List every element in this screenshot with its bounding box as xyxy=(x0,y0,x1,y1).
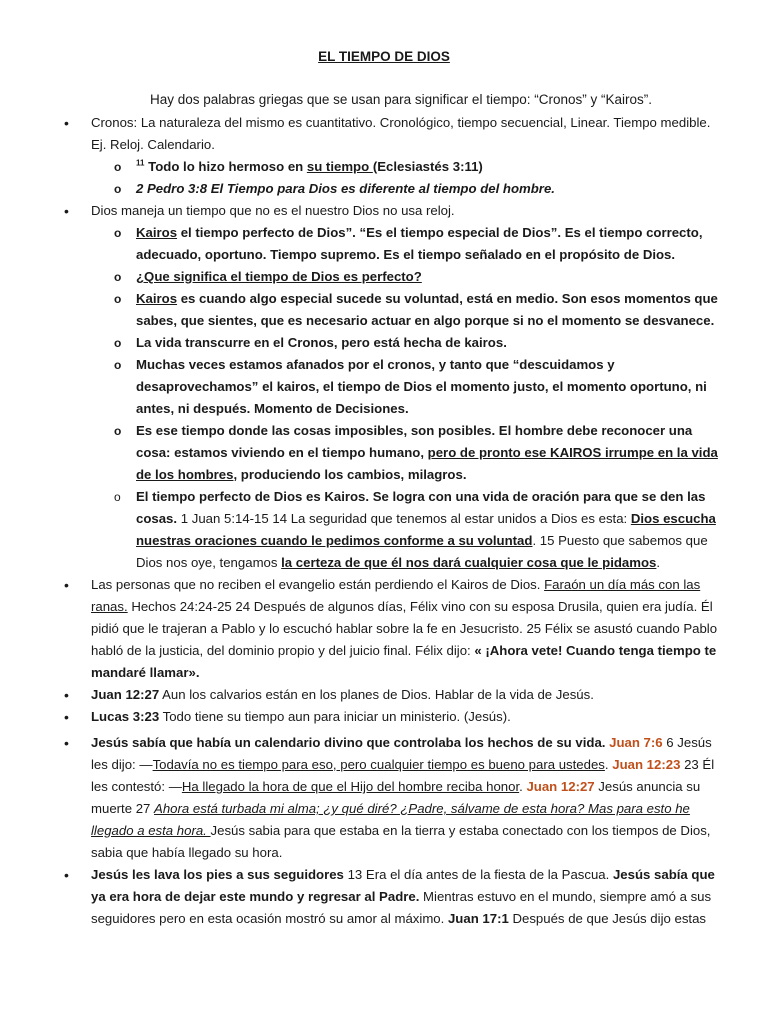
bullet-juan-12-27: • Juan 12:27 Aun los calvarios están en los planes de Dios. Hablar de la vida de Jesús. xyxy=(64,684,724,706)
circle-bullet-icon: o xyxy=(114,490,121,504)
bullet-calendario: • Jesús sabía que había un calendario divino que controlaba los hechos de su vida. Juan 7:6 6 Jesús les dijo: —Todavía no es tiempo para eso, pero cualquier tiempo es bueno para ustedes. Juan 12:23 23 Él les contestó: —Ha llegado la hora de que el Hijo del hombre reciba honor. Juan 12:27 Jesús anuncia su muerte 27 Ahora está turbada mi alma; ¿y qué diré? ¿Padre, sálvame de esta hora? Mas para esto he llegado a esta hora. Jesús sabia para que estaba en la tierra y estaba conectado con los tiempos de Dios, sabia que había llegado su hora. xyxy=(64,732,724,864)
circle-bullet-icon: o xyxy=(114,336,122,350)
sub-bullet-vida: o La vida transcurre en el Cronos, pero está hecha de kairos. xyxy=(64,332,724,354)
bullet-icon: • xyxy=(64,687,69,703)
bullet-icon: • xyxy=(64,203,69,219)
bullet-personas: • Las personas que no reciben el evangelio están perdiendo el Kairos de Dios. Faraón un día más con las ranas. Hechos 24:24-25 24 Después de algunos días, Félix vino con su esposa Drusila, quien era judía. Él pidió que le trajeran a Pablo y lo escuchó hablar sobre la fe en Jesucristo. 25 Félix se asustó cuando Pablo habló de la justicia, del dominio propio y del juicio final. Félix dijo: « ¡Ahora vete! Cuando tenga tiempo te mandaré llamar». xyxy=(64,574,724,684)
sub-bullet-question: o ¿Que significa el tiempo de Dios es perfecto? xyxy=(64,266,724,288)
intro-paragraph: Hay dos palabras griegas que se usan para significar el tiempo: “Cronos” y “Kairos”. xyxy=(150,92,652,107)
circle-bullet-icon: o xyxy=(114,270,122,284)
bullet-icon: • xyxy=(64,867,69,883)
sub-bullet-2pedro: o 2 Pedro 3:8 El Tiempo para Dios es diferente al tiempo del hombre. xyxy=(64,178,724,200)
bullet-icon: • xyxy=(64,577,69,593)
bullet-dios: • Dios maneja un tiempo que no es el nuestro Dios no usa reloj. xyxy=(64,200,724,222)
cronos-text: Cronos: La naturaleza del mismo es cuantitativo. Cronológico, tiempo secuencial, Linear. Tiempo medible. Ej. Reloj. Calendario. xyxy=(91,115,711,152)
sub-bullet-afanados: o Muchas veces estamos afanados por el cronos, y tanto que “descuidamos y desaprovechamos” el kairos, el tiempo de Dios el momento justo, el momento oportuno, ni antes, ni después. Momento de Decisiones. xyxy=(64,354,724,420)
circle-bullet-icon: o xyxy=(114,182,122,196)
bullet-cronos xyxy=(64,112,724,156)
bullet-lucas-3-23: • Lucas 3:23 Todo tiene su tiempo aun para iniciar un ministerio. (Jesús). xyxy=(64,706,724,728)
sub-bullet-perfecto: o El tiempo perfecto de Dios es Kairos. Se logra con una vida de oración para que se den las cosas. 1 Juan 5:14-15 14 La seguridad que tenemos al estar unidos a Dios es esta: Dios escucha nuestras oraciones cuando le pedimos conforme a su voluntad. 15 Puesto que sabemos que Dios nos oye, tengamos la certeza de que él nos dará cualquier cosa que le pidamos. xyxy=(64,486,724,574)
circle-bullet-icon: o xyxy=(114,292,122,306)
circle-bullet-icon: o xyxy=(114,424,122,438)
sub-bullet-kairos-2: o Kairos es cuando algo especial sucede su voluntad, está en medio. Son esos momentos que sabes, que sientes, que es necesario actuar en algo porque si no el momento se desvanece. xyxy=(64,288,724,332)
bullet-icon: • xyxy=(64,115,69,131)
circle-bullet-icon: o xyxy=(114,226,122,240)
bullet-icon: • xyxy=(64,709,69,725)
circle-bullet-icon: o xyxy=(114,358,122,372)
sub-bullet-kairos-1: o Kairos el tiempo perfecto de Dios”. “Es el tiempo especial de Dios”. Es el tiempo correcto, adecuado, oportuno. Tiempo supremo. Es el tiempo señalado en el propósito de Dios. xyxy=(64,222,724,266)
bullet-icon: • xyxy=(64,735,69,751)
document-body xyxy=(64,112,724,930)
sub-bullet-eclesiastes: o $^{11}$ Todo lo hizo hermoso en su tiempo (Eclesiastés 3:11) xyxy=(64,156,724,178)
document-title: EL TIEMPO DE DIOS xyxy=(318,49,450,64)
circle-bullet-icon: o xyxy=(114,160,122,174)
bullet-pies: • Jesús les lava los pies a sus seguidores 13 Era el día antes de la fiesta de la Pascua. Jesús sabía que ya era hora de dejar este mundo y regresar al Padre. Mientras estuvo en el mundo, siempre amó a sus seguidores pero en esta ocasión mostró su amor al máximo. Juan 17:1 Después de que Jesús dijo estas xyxy=(64,864,724,930)
sub-bullet-imposibles: o Es ese tiempo donde las cosas imposibles, son posibles. El hombre debe reconocer una cosa: estamos viviendo en el tiempo humano, pero de pronto ese KAIROS irrumpe en la vida de los hombres, produciendo los cambios, milagros. xyxy=(64,420,724,486)
